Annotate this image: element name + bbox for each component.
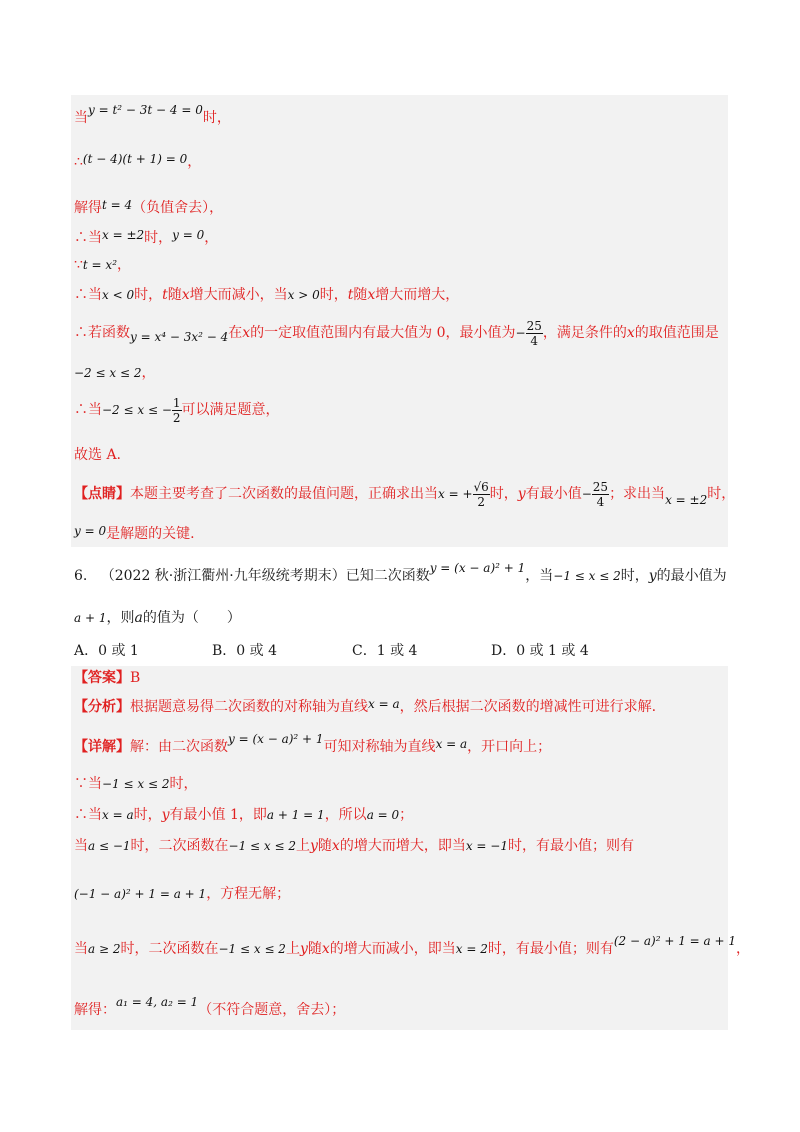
option-d: D．0 或 1 或 4 (491, 643, 589, 659)
analysis-line: 【分析】根据题意易得二次函数的对称轴为直线x = a，然后根据二次函数的增减性可进行求解. (74, 697, 657, 715)
fraction: $\frac{1}{2}$ (172, 395, 181, 425)
line-10: 故选 A. (74, 447, 122, 463)
line-6: ∴当x < 0时，t随x增大而减小，当x > 0时，t随x增大而增大， (74, 287, 460, 303)
detail-line-4: (−1 − a)² + 1 = a + 1，方程无解； (74, 886, 291, 902)
detail-line: 【详解】解：由二次函数y = (x − a)² + 1可知对称轴为直线x = a，开口向上； (74, 732, 552, 755)
fraction: $\frac{25}{4}$ (592, 479, 609, 509)
fraction: $\frac{25}{4}$ (526, 318, 542, 348)
question-6-line-2: a + 1，则a的值为（ ） (74, 610, 241, 626)
line-11: 【点睛】本题主要考查了二次函数的最值问题，正确求出当x = + $\frac{√6}{2}$ 时，y有最小值− $\frac{25}{4}$ ；求出当x = ±2时， (74, 479, 736, 509)
option-c: C．1 或 4 (352, 643, 418, 659)
option-b: B．0 或 4 (212, 643, 278, 659)
line-8: −2 ≤ x ≤ 2， (74, 365, 156, 381)
detail-line-1: ∵当−1 ≤ x ≤ 2时， (74, 776, 198, 792)
option-a: A．0 或 1 (74, 643, 139, 659)
fraction: $\frac{√6}{2}$ (473, 479, 489, 509)
line-1: 当y = t² − 3t − 4 = 0时， (74, 103, 231, 126)
detail-line-3: 当a ≤ −1时，二次函数在−1 ≤ x ≤ 2上y随x的增大而增大，即当x = −1时，有最小值；则有 (74, 838, 634, 854)
line-3: 解得t = 4（负值舍去）， (74, 198, 224, 216)
detail-line-2: ∴当x = a时，y有最小值 1，即a + 1 = 1，所以a = 0； (74, 807, 414, 823)
line-5: ∵t = x²， (74, 257, 132, 273)
detail-line-5: 当a ≥ 2时，二次函数在−1 ≤ x ≤ 2上y随x的增大而减小，即当x = 2时，有最小值；则有(2 − a)² + 1 = a + 1， (74, 934, 750, 957)
detail-line-6: 解得：a₁ = 4, a₂ = 1（不符合题意，舍去）； (74, 995, 346, 1018)
line-7: ∴若函数y = x⁴ − 3x² − 4在x的一定取值范围内有最大值为 0，最小值为− $\frac{25}{4}$ ，满足条件的x的取值范围是 (74, 318, 719, 348)
line-9: ∴当−2 ≤ x ≤ − $\frac{1}{2}$ 可以满足题意， (74, 395, 280, 425)
answer-line: 【答案】B (74, 670, 141, 686)
line-2: ∴(t − 4)(t + 1) = 0， (74, 152, 202, 170)
question-6-line-1: 6. （2022 秋·浙江衢州·九年级统考期末）已知二次函数y = (x − a)² + 1，当−1 ≤ x ≤ 2时，y的最小值为 (74, 561, 727, 584)
line-12: y = 0是解题的关键. (74, 524, 195, 542)
line-4: ∴当x = ±2时，y = 0， (74, 228, 219, 246)
